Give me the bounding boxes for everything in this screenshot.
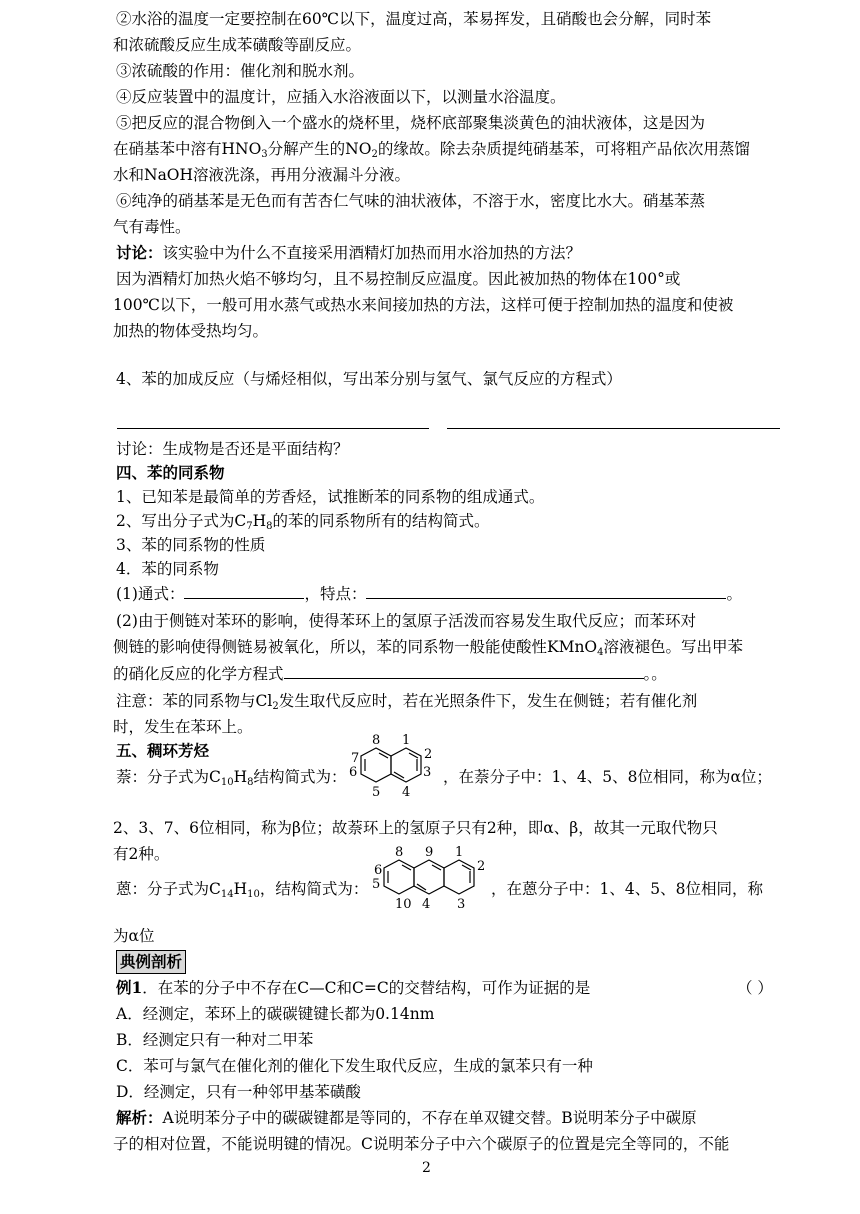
position-label: 1 [455,845,464,860]
position-label: 5 [372,877,381,892]
text-line: 1、已知苯是最简单的芳香烃，试推断苯的同系物的组成通式。 [116,488,545,506]
section-heading: 四、苯的同系物 [116,463,225,482]
answer-blank[interactable] [284,660,644,679]
text-line: ，在蒽分子中：1、4、5、8位相同，称 [491,880,763,898]
position-label: 6 [349,765,358,780]
text-fragment: 在硝基苯中溶有HNO [113,140,262,158]
option-c: C．苯可与氯气在催化剂的催化下发生取代反应，生成的氯苯只有一种 [116,1057,593,1075]
answer-blank[interactable] [366,580,726,599]
text-fragment: (1)通式： [116,585,185,603]
page-number: 2 [422,1160,431,1176]
text-fragment: 结构简式为： [253,768,347,786]
subscript: 10 [220,777,234,788]
text-line [116,240,786,266]
subscript: 3 [261,149,268,160]
text-line: 因为酒精灯加热火焰不够均匀，且不易控制反应温度。因此被加热的物体在100°或 [116,270,681,288]
example-label: 例1 [116,978,143,997]
text-line: 时，发生在苯环上。 [113,718,253,736]
text-fragment: 发生取代反应时，若在光照条件下，发生在侧链；若有催化剂 [278,692,698,710]
subscript: 7 [246,521,253,532]
position-label: 5 [372,785,381,800]
text-fragment: ，结构简式为： [259,880,369,898]
subscript: 8 [266,521,273,532]
text-fragment: 。 [726,585,742,603]
text-line: 有2种。 [113,845,170,863]
subscript: 8 [247,777,254,788]
text-line: ④反应装置中的温度计，应插入水浴液面以下，以测量水浴温度。 [116,88,566,106]
text-fragment: H [233,880,248,898]
text-line [116,949,786,975]
text-fragment: 2、写出分子式为C [116,512,247,530]
text-line: ⑥纯净的硝基苯是无色而有苦杏仁气味的油状液体，不溶于水，密度比水大。硝基苯蒸 [116,192,706,210]
text-fragment: H [233,768,248,786]
subscript: 4 [597,647,604,658]
text-line: 为α位 [113,927,155,945]
text-line [113,660,783,687]
position-label: 4 [402,785,411,800]
text-fragment: ，特点： [304,585,367,603]
position-label: 8 [372,733,381,748]
position-label: 2 [424,747,433,762]
text-fragment: 的硝化反应的化学方程式 [113,665,284,683]
discussion-label: 讨论： [116,243,163,262]
text-line: 水和NaOH溶液洗涤，再用分液漏斗分液。 [113,166,411,184]
text-fragment: 萘：分子式为C [116,768,221,786]
naphthalene-structure [346,728,436,806]
text-fragment: 。。 [643,665,667,683]
section-heading: 五、稠环芳烃 [116,741,210,760]
option-b: B．经测定只有一种对二甲苯 [116,1031,314,1049]
answer-blank-line [117,428,429,429]
text-line: 2、3、7、6位相同，称为β位；故萘环上的氢原子只有2种，即α、β，故其一元取代物只 [113,819,718,837]
answer-blank[interactable] [184,580,304,599]
position-label: 4 [422,897,431,912]
subscript: 2 [371,149,378,160]
option-a: A．经测定，苯环上的碳碳键键长都为0.14nm [116,1005,435,1023]
text-fragment: 侧链的影响使得侧链易被氧化，所以，苯的同系物一般能使酸性KMnO [113,638,598,656]
text-fragment: 分解产生的NO [267,140,372,158]
text-fragment: 溶液褪色。写出甲苯 [603,638,744,656]
text-line: ⑤把反应的混合物倒入一个盛水的烧杯里，烧杯底部聚集淡黄色的油状液体，这是因为 [116,114,706,132]
text-line: ③浓硫酸的作用：催化剂和脱水剂。 [116,62,365,80]
text-line: 和浓硫酸反应生成苯磺酸等副反应。 [113,36,362,54]
text-line: 加热的物体受热均匀。 [113,322,269,340]
anthracene-structure [372,840,492,918]
position-label: 8 [395,845,404,860]
text-line: 4．苯的同系物 [116,560,219,578]
text-line: 讨论：生成物是否还是平面结构？ [116,440,349,458]
position-label: 7 [351,751,360,766]
text-line: 子的相对位置，不能说明键的情况。C说明苯分子中六个碳原子的位置是完全等同的，不能 [113,1135,730,1153]
text-line: 4、苯的加成反应（与烯烃相似，写出苯分别与氢气、氯气反应的方程式） [116,370,622,388]
analysis-label: 解析： [116,1108,163,1127]
text-fragment: 的苯的同系物所有的结构简式。 [272,512,490,530]
question-stem [116,975,786,1001]
subscript: 14 [220,889,234,900]
answer-blank-line [447,428,780,429]
example-section-tag: 典例剖析 [116,950,186,974]
text-fragment: 蒽：分子式为C [116,880,221,898]
subscript: 10 [247,889,260,900]
text-fragment: 该实验中为什么不直接采用酒精灯加热而用水浴加热的方法？ [162,244,582,262]
position-label: 3 [457,897,466,912]
subscript: 2 [272,701,279,712]
position-label: 1 [402,733,411,748]
text-line: 3、苯的同系物的性质 [116,536,266,554]
text-line: 气有毒性。 [113,218,191,236]
answer-paren[interactable]: （ ） [737,979,773,997]
position-label: 10 [395,897,412,912]
text-line: ②水浴的温度一定要控制在60℃以下，温度过高，苯易挥发，且硝酸也会分解，同时苯 [116,10,712,28]
position-label: 9 [425,845,434,860]
position-label: 3 [423,765,432,780]
text-line: (2)由于侧链对苯环的影响，使得苯环上的氢原子活泼而容易发生取代反应；而苯环对 [116,612,696,630]
option-d: D．经测定，只有一种邻甲基苯磺酸 [116,1083,361,1101]
position-label: 2 [477,859,486,874]
text-fragment: 的缘故。除去杂质提纯硝基苯，可将粗产品依次用蒸馏 [377,140,750,158]
text-line: 100℃以下，一般可用水蒸气或热水来间接加热的方法，这样可便于控制加热的温度和使被 [113,296,734,314]
text-line [116,1105,786,1131]
text-fragment: ．在苯的分子中不存在C—C和C=C的交替结构，可作为证据的是 [142,979,591,997]
text-fragment: H [252,512,267,530]
text-fragment: 注意：苯的同系物与Cl [116,692,273,710]
position-label: 6 [374,863,383,878]
text-line: ，在萘分子中：1、4、5、8位相同，称为α位； [443,768,772,786]
text-fragment: A说明苯分子中的碳碳键都是等同的，不存在单双键交替。B说明苯分子中碳原 [162,1109,697,1127]
text-line [116,580,786,607]
